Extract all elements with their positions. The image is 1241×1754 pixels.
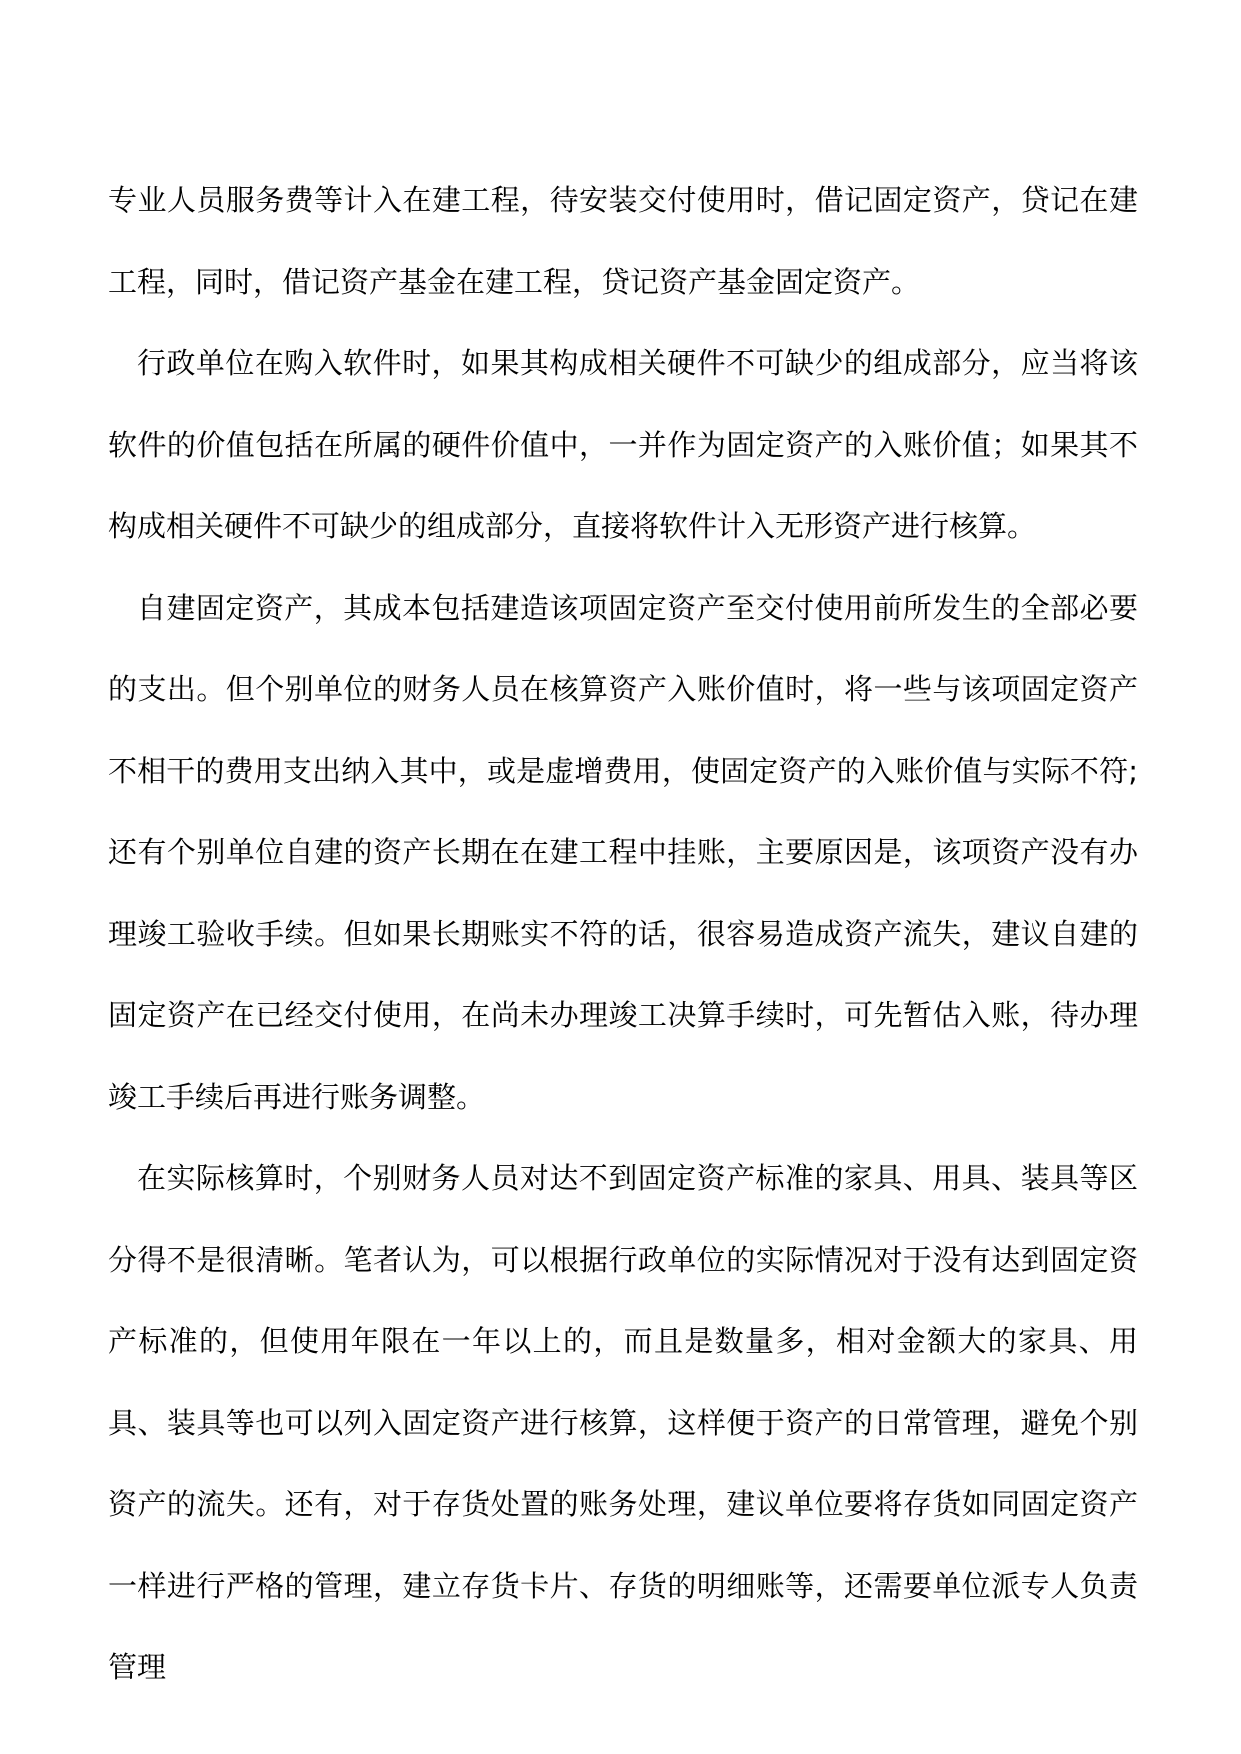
paragraph-software-purchase: 行政单位在购入软件时，如果其构成相关硬件不可缺少的组成部分，应当将该软件的价值包括在所属的硬件价值中，一并作为固定资产的入账价值；如果其不构成相关硬件不可缺少的组成部分，直接将软件计入无形资产进行核算。 bbox=[108, 346, 1138, 543]
paragraph-continued: 专业人员服务费等计入在建工程，待安装交付使用时，借记固定资产，贷记在建工程，同时，借记资产基金在建工程，贷记资产基金固定资产。 bbox=[108, 183, 1138, 299]
paragraph-self-built-assets: 自建固定资产，其成本包括建造该项固定资产至交付使用前所发生的全部必要的支出。但个别单位的财务人员在核算资产入账价值时，将一些与该项固定资产不相干的费用支出纳入其中，或是虚增费用，使固定资产的入账价值与实际不符;还有个别单位自建的资产长期在在建工程中挂账，主要原因是，该项资产没有办理竣工验收手续。但如果长期账实不符的话，很容易造成资产流失，建议自建的固定资产在已经交付使用，在尚未办理竣工决算手续时，可先暂估入账，待办理竣工手续后再进行账务调整。 bbox=[108, 590, 1138, 1114]
document-body bbox=[108, 160, 1138, 1709]
paragraph-asset-classification: 在实际核算时，个别财务人员对达不到固定资产标准的家具、用具、装具等区分得不是很清晰。笔者认为，可以根据行政单位的实际情况对于没有达到固定资产标准的，但使用年限在一年以上的，而且是数量多，相对金额大的家具、用具、装具等也可以列入固定资产进行核算，这样便于资产的日常管理，避免个别资产的流失。还有，对于存货处置的账务处理，建议单位要将存货如同固定资产一样进行严格的管理，建立存货卡片、存货的明细账等，还需要单位派专人负责管理 bbox=[108, 1161, 1138, 1684]
